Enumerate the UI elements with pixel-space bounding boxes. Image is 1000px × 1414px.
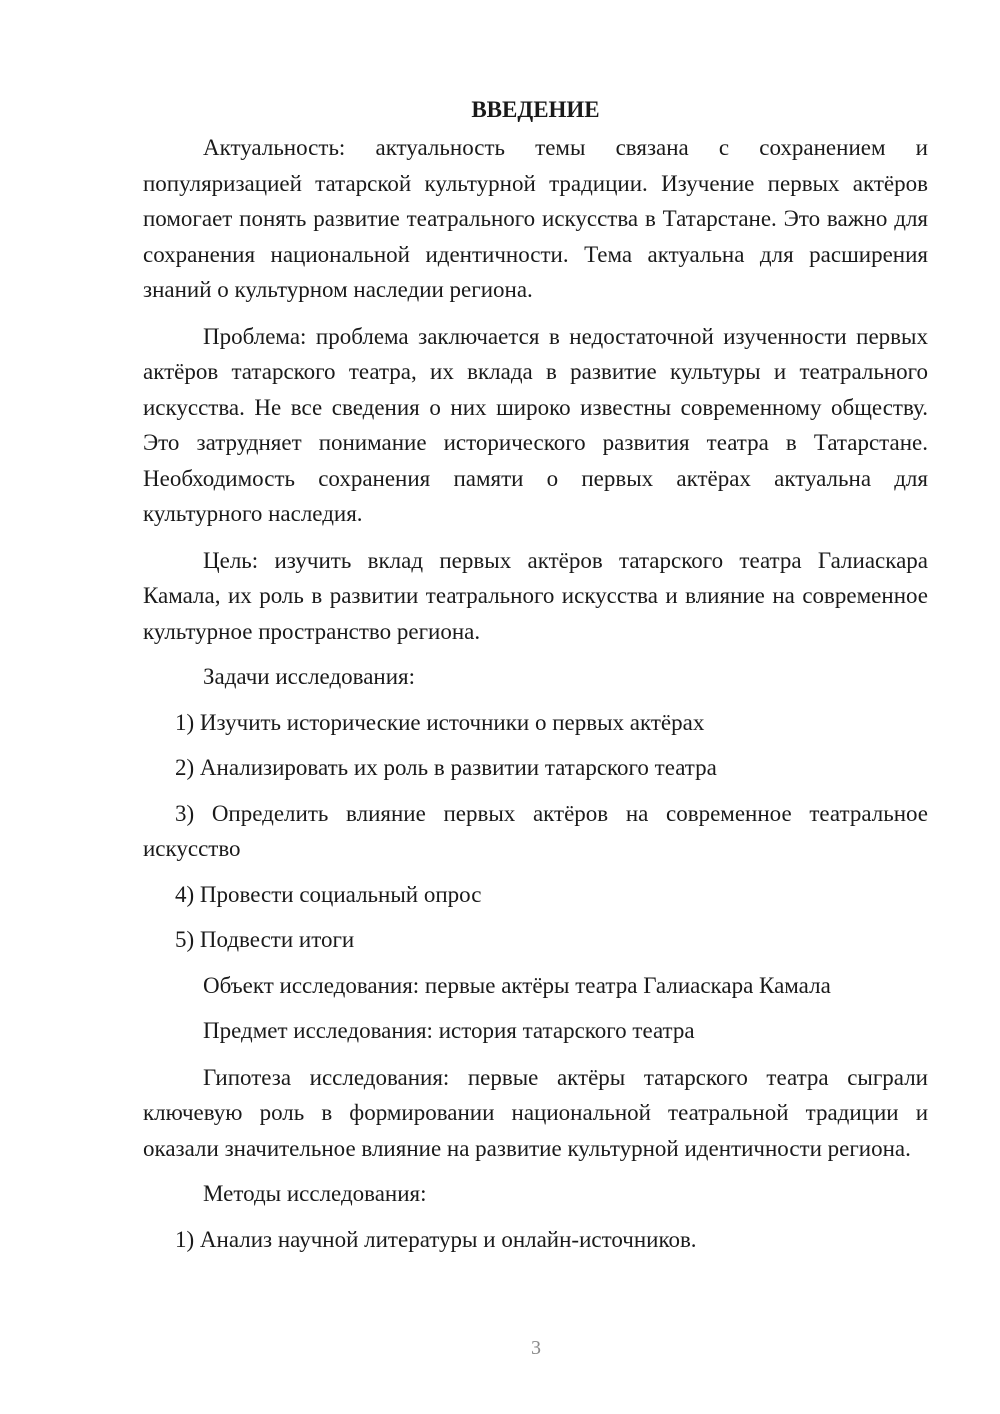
research-object: Объект исследования: первые актёры театра Галиаскара Камала xyxy=(203,972,831,998)
page-number: 3 xyxy=(531,1337,541,1359)
task-item-3: 3) Определить влияние первых актёров на современное театральное искусство xyxy=(143,800,928,861)
research-subject: Предмет исследования: история татарского театра xyxy=(203,1018,695,1043)
page-content xyxy=(143,94,928,1257)
task-item-1: 1) Изучить исторические источники о первых актёрах xyxy=(175,709,705,735)
relevance-paragraph: Актуальность: актуальность темы связана с сохранением и популяризацией татарской культурной традиции. Изучение первых актёров помогает понять развитие театрального искусства в Татарстане. Это важно для сохранения национальной идентичности. Тема актуальна для расширения знаний о культурном наследии региона. xyxy=(143,135,928,302)
tasks-heading: Задачи исследования: xyxy=(203,664,416,689)
section-title: ВВЕДЕНИЕ xyxy=(471,97,600,122)
hypothesis-paragraph: Гипотеза исследования: первые актёры татарского театра сыграли ключевую роль в формировании национальной театральной традиции и оказали значительное влияние на развитие культурной идентичности региона. xyxy=(143,1064,928,1161)
goal-paragraph: Цель: изучить вклад первых актёров татарского театра Галиаскара Камала, их роль в развитии театрального искусства и влияние на современное культурное пространство региона. xyxy=(143,547,928,644)
problem-paragraph: Проблема: проблема заключается в недостаточной изученности первых актёров татарского театра, их вклада в развитие культуры и театрального искусства. Не все сведения о них широко известны современному обществу. Это затрудняет понимание исторического развития театра в Татарстане. Необходимость сохранения памяти о первых актёрах актуальна для культурного наследия. xyxy=(143,323,928,526)
task-item-5: 5) Подвести итоги xyxy=(175,927,355,952)
methods-heading: Методы исследования: xyxy=(203,1181,427,1206)
method-item-1: 1) Анализ научной литературы и онлайн-источников. xyxy=(175,1226,697,1252)
task-item-2: 2) Анализировать их роль в развитии татарского театра xyxy=(175,755,717,780)
task-item-4: 4) Провести социальный опрос xyxy=(175,881,482,907)
